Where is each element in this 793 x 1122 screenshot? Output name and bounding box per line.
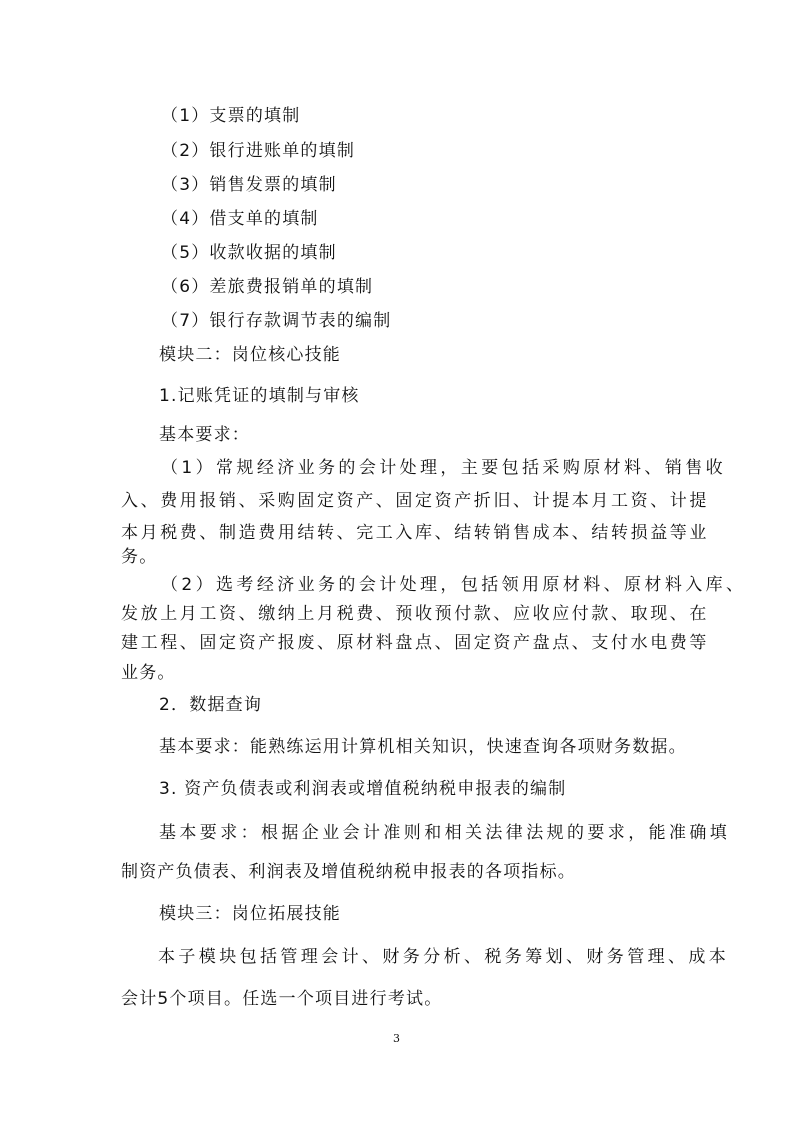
paragraph2-line3: 建工程、固定资产报废、原材料盘点、固定资产盘点、支付水电费等 (121, 633, 709, 653)
paragraph1-line2: 入、费用报销、采购固定资产、固定资产折旧、计提本月工资、计提 (121, 491, 709, 511)
section2-title: 2．数据查询 (159, 695, 263, 715)
paragraph2-line1: （2）选考经济业务的会计处理，包括领用原材料、原材料入库、 (161, 575, 747, 595)
list-item-cheque: （1）支票的填制 (161, 106, 301, 126)
paragraph2-line2: 发放上月工资、缴纳上月税费、预收预付款、应收应付款、取现、在 (121, 604, 709, 624)
list-item-receipt: （5）收款收据的填制 (161, 243, 337, 263)
paragraph1-line4: 务。 (121, 547, 158, 567)
module3-body-line1: 本子模块包括管理会计、财务分析、税务筹划、财务管理、成本 (158, 947, 730, 967)
module3-body-line2: 会计5个项目。任选一个项目进行考试。 (121, 989, 443, 1009)
list-item-sales-invoice: （3）销售发票的填制 (161, 175, 337, 195)
list-item-travel-expense: （6）差旅费报销单的填制 (161, 277, 374, 297)
section2-requirements: 基本要求：能熟练运用计算机相关知识，快速查询各项财务数据。 (159, 737, 687, 757)
list-item-bank-reconciliation: （7）银行存款调节表的编制 (161, 311, 392, 331)
page-number: 3 (393, 1032, 400, 1045)
section3-requirements-line2: 制资产负债表、利润表及增值税纳税申报表的各项指标。 (121, 862, 576, 882)
basic-requirements-label: 基本要求： (159, 425, 250, 445)
paragraph2-line4: 业务。 (121, 663, 176, 683)
list-item-bank-deposit-slip: （2）银行进账单的填制 (161, 141, 356, 161)
section3-requirements-line1: 基本要求：根据企业会计准则和相关法律法规的要求，能准确填 (159, 823, 731, 843)
paragraph1-line1: （1）常规经济业务的会计处理，主要包括采购原材料、销售收 (161, 458, 727, 478)
module2-heading: 模块二：岗位核心技能 (159, 345, 341, 365)
paragraph1-line3: 本月税费、制造费用结转、完工入库、结转销售成本、结转损益等业 (121, 523, 709, 543)
section3-title: 3. 资产负债表或利润表或增值税纳税申报表的编制 (159, 779, 567, 799)
section1-title: 1.记账凭证的填制与审核 (159, 386, 360, 406)
list-item-advance-slip: （4）借支单的填制 (161, 209, 319, 229)
module3-heading: 模块三：岗位拓展技能 (159, 904, 341, 924)
